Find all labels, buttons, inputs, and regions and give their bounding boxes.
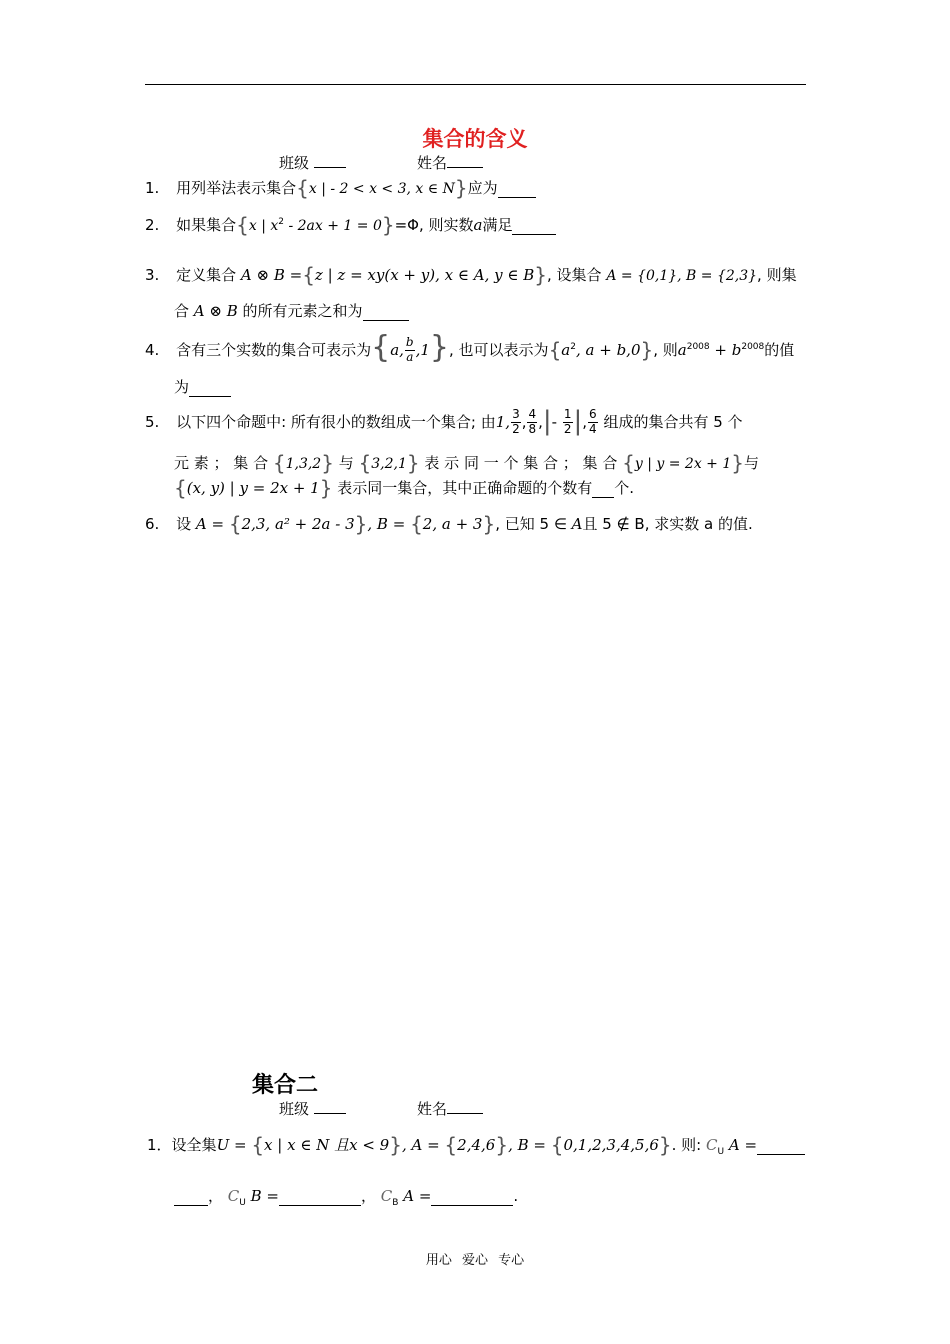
class-field-1: 班级 bbox=[279, 152, 346, 173]
question-3: 3. 定义集合 A ⊗ B ={z | z = xy(x + y), x ∈ A, y ∈ B}, 设集合 A = {0,1}, B = {2,3}, 则集 bbox=[145, 263, 797, 287]
question-3-cont: 合 A ⊗ B 的所有元素之和为 bbox=[174, 300, 409, 321]
section-title-2: 集合二 bbox=[252, 1073, 319, 1098]
name-field-1: 姓名 bbox=[417, 152, 483, 173]
question-2-1: 1．设全集U = {x | x ∈ N 且x < 9}, A = {2,4,6}, B = {0,1,2,3,4,5,6}. 则: $C_U$ A = bbox=[147, 1133, 805, 1157]
name-blank bbox=[447, 153, 483, 168]
answer-blank bbox=[592, 479, 614, 498]
question-4: 4. 含有三个实数的集合可表示为{a, $\frac{b}{a}$ ,1}, 也可以表示为{$a^2$, a + b,0}, 则$a^{2008} + b^{2008}$的值 bbox=[145, 330, 795, 365]
class-blank bbox=[314, 1099, 346, 1114]
page-title: 集合的含义 bbox=[422, 127, 528, 151]
answer-blank bbox=[512, 216, 556, 235]
class-blank bbox=[314, 153, 346, 168]
name-field-2: 姓名 bbox=[417, 1098, 483, 1119]
answer-blank-cua bbox=[757, 1136, 805, 1155]
question-2-1-cont: ， $C_U$ B = ， $C_B$ A = . bbox=[174, 1185, 518, 1208]
header-rule bbox=[145, 84, 806, 85]
question-4-cont: 为 bbox=[174, 376, 231, 397]
class-field-2: 班级 bbox=[279, 1098, 346, 1119]
answer-blank bbox=[189, 378, 231, 397]
answer-blank-cub bbox=[279, 1187, 361, 1206]
answer-blank-cba bbox=[431, 1187, 513, 1206]
question-1: 1. 用列举法表示集合{x | - 2 < x < 3, x ∈ N}应为 bbox=[145, 176, 536, 200]
question-2: 2. 如果集合{x | $x^2 - 2ax + 1 = 0\}=\Phi$, 则实数a满足 bbox=[145, 213, 556, 237]
question-5-line3: {(x, y) | y = 2x + 1} 表示同一集合，其中正确命题的个数有 个. bbox=[174, 476, 635, 500]
question-6: 6. 设 A = {2,3, a² + 2a - 3}, B = {2, a + 3}, 已知 5 ∈ A且 5 ∉ B, 求实数 a 的值. bbox=[145, 512, 753, 536]
answer-blank bbox=[498, 179, 536, 198]
answer-blank-cua-cont bbox=[174, 1187, 208, 1206]
name-blank bbox=[447, 1099, 483, 1114]
question-5: 5. 以下四个命题中: 所有很小的数组成一个集合; 由1, $\frac{3}{2}$ , $\frac{4}{8}$ ,|- $\frac{1}{2}$ |, $\frac{6}{4}$ 组成的集合共有 5 个 bbox=[145, 406, 743, 436]
footer-slogan: 用心 爱心 专心 bbox=[425, 1253, 525, 1268]
answer-blank bbox=[363, 302, 409, 321]
question-5-line2: 元 素 ； 集 合 {1,3,2} 与 {3,2,1} 表 示 同 一 个 集 合 ； 集 合 {y | y = 2x + 1}与 bbox=[174, 451, 760, 475]
